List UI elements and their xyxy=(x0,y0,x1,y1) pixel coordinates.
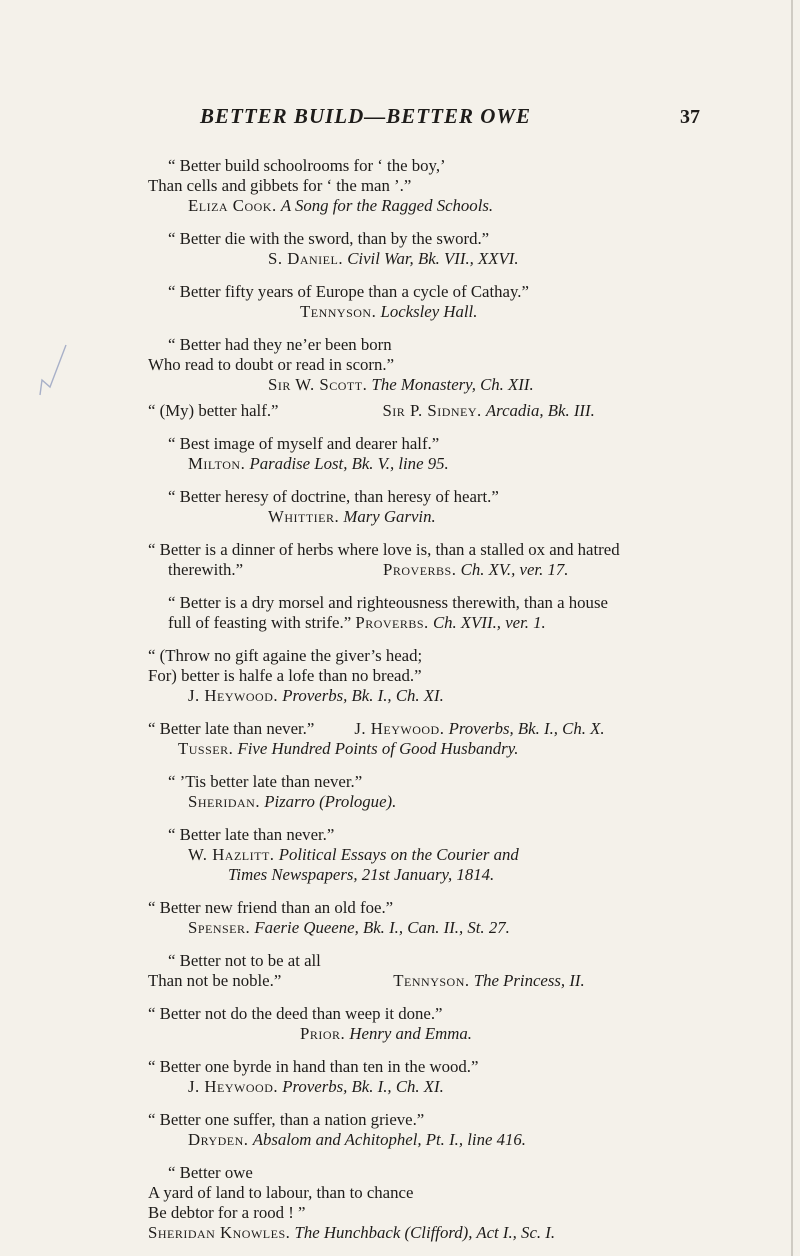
quote-text: full of feasting with strife.” xyxy=(168,613,352,632)
quote-line xyxy=(148,613,693,633)
source-author: J. Heywood. xyxy=(188,1077,279,1096)
source-work: Ch. XVII., ver. 1. xyxy=(432,613,546,632)
quotation-entry xyxy=(148,434,693,474)
quote-line: “ Better late than never.” xyxy=(168,825,335,844)
quote-line: “ Better build schoolrooms for ‘ the boy,’ xyxy=(168,156,446,175)
quote-line: Than cells and gibbets for ‘ the man ’.” xyxy=(148,176,412,195)
quotation-entry xyxy=(148,719,693,759)
source-author: Tennyson. xyxy=(300,302,377,321)
attribution xyxy=(148,454,693,474)
quotation-list xyxy=(148,156,693,1256)
source-author: J. Heywood. xyxy=(188,686,279,705)
page-number: 37 xyxy=(680,106,700,128)
source-work: Paradise Lost, Bk. V., line 95. xyxy=(249,454,449,473)
quote-line: Who read to doubt or read in scorn.” xyxy=(148,355,395,374)
quote-line xyxy=(148,560,693,580)
quote-line: “ Better new friend than an old foe.” xyxy=(148,898,394,917)
source-work: Proverbs, Bk. I., Ch. XI. xyxy=(282,686,444,705)
source-work: Proverbs, Bk. I., Ch. X. xyxy=(448,719,605,738)
attribution xyxy=(148,918,693,938)
quotation-entry xyxy=(148,335,693,395)
quote-line: “ Better heresy of doctrine, than heresy of heart.” xyxy=(168,487,499,506)
quotation-entry xyxy=(148,1163,693,1243)
quote-line: “ ’Tis better late than never.” xyxy=(168,772,363,791)
attribution xyxy=(148,507,693,527)
source-work: Times Newspapers, 21st January, 1814. xyxy=(228,865,495,884)
source-work: The Hunchback (Clifford), Act I., Sc. I. xyxy=(294,1223,556,1242)
quote-line: “ Better is a dry morsel and righteousness therewith, than a house xyxy=(168,593,608,612)
quote-line xyxy=(148,971,693,991)
attribution xyxy=(148,1077,693,1097)
source-author: Dryden. xyxy=(188,1130,249,1149)
quotation-entry xyxy=(148,401,693,421)
attribution xyxy=(148,792,693,812)
quotation-entry xyxy=(148,772,693,812)
source-work: Locksley Hall. xyxy=(380,302,478,321)
page-header xyxy=(160,104,700,136)
quote-line: “ Better not to be at all xyxy=(168,951,321,970)
source-author: Prior. xyxy=(300,1024,346,1043)
attribution xyxy=(148,1024,693,1044)
attribution xyxy=(148,1130,693,1150)
source-work: Mary Garvin. xyxy=(343,507,436,526)
source-author: Sheridan Knowles. xyxy=(148,1223,291,1242)
quote-line: “ Best image of myself and dearer half.” xyxy=(168,434,440,453)
attribution xyxy=(148,739,693,759)
quotation-entry xyxy=(148,540,693,580)
quote-text: therewith.” xyxy=(168,560,244,579)
quote-text: “ (My) better half.” xyxy=(148,401,279,420)
attribution xyxy=(148,375,693,395)
source-author: Proverbs. xyxy=(355,613,429,632)
source-author: J. Heywood. xyxy=(354,719,445,738)
source-work: The Princess, II. xyxy=(473,971,585,990)
quotation-entry xyxy=(148,229,693,269)
quote-line: “ Better one suffer, than a nation grieve.” xyxy=(148,1110,425,1129)
quote-line: “ (Throw no gift againe the giver’s head; xyxy=(148,646,423,665)
source-author: Proverbs. xyxy=(383,560,457,579)
pencil-mark-icon xyxy=(36,340,76,400)
quotation-entry xyxy=(148,487,693,527)
source-work: Five Hundred Points of Good Husbandry. xyxy=(237,739,519,758)
quote-line: “ Better fifty years of Europe than a cycle of Cathay.” xyxy=(168,282,529,301)
attribution xyxy=(148,302,693,322)
quotation-entry xyxy=(148,156,693,216)
source-work: A Song for the Ragged Schools. xyxy=(280,196,494,215)
quote-line: “ Better one byrde in hand than ten in the wood.” xyxy=(148,1057,479,1076)
quotation-entry xyxy=(148,646,693,706)
quote-line: “ Better not do the deed than weep it done.” xyxy=(148,1004,443,1023)
source-work: Henry and Emma. xyxy=(349,1024,472,1043)
source-author: S. Daniel. xyxy=(268,249,344,268)
attribution-continued xyxy=(148,865,693,885)
quotation-entry xyxy=(148,898,693,938)
source-work: Faerie Queene, Bk. I., Can. II., St. 27. xyxy=(254,918,510,937)
quotation-entry xyxy=(148,951,693,991)
quotation-entry xyxy=(148,1057,693,1097)
quotation-entry xyxy=(148,1110,693,1150)
source-author: Spenser. xyxy=(188,918,251,937)
quote-text: Than not be noble.” xyxy=(148,971,282,990)
quote-line: “ Better is a dinner of herbs where love is, than a stalled ox and hatred xyxy=(148,540,620,559)
source-work: Ch. XV., ver. 17. xyxy=(460,560,569,579)
source-author: Tennyson. xyxy=(393,971,470,990)
source-author: Milton. xyxy=(188,454,246,473)
quotation-entry xyxy=(148,1004,693,1044)
source-author: Whittier. xyxy=(268,507,340,526)
source-author: Sir P. Sidney. xyxy=(382,401,482,420)
attribution xyxy=(148,249,693,269)
source-author: Sheridan. xyxy=(188,792,261,811)
source-work: Arcadia, Bk. III. xyxy=(485,401,595,420)
source-work: The Monastery, Ch. XII. xyxy=(371,375,534,394)
attribution xyxy=(148,196,693,216)
page-edge-divider xyxy=(791,0,793,1256)
quote-line: For) better is halfe a lofe than no bread.” xyxy=(148,666,422,685)
source-author: W. Hazlitt. xyxy=(188,845,275,864)
quote-line: “ Better owe xyxy=(168,1163,253,1182)
quote-text: “ Better late than never.” xyxy=(148,719,315,738)
attribution xyxy=(148,845,693,865)
quote-line: A yard of land to labour, than to chance xyxy=(148,1183,414,1202)
quotation-entry xyxy=(148,282,693,322)
quote-line xyxy=(148,401,693,421)
attribution xyxy=(148,1223,693,1243)
source-author: Tusser. xyxy=(178,739,234,758)
attribution xyxy=(148,686,693,706)
quote-line xyxy=(148,719,693,739)
source-work: Proverbs, Bk. I., Ch. XI. xyxy=(282,1077,444,1096)
quotation-entry xyxy=(148,593,693,633)
quote-line: “ Better die with the sword, than by the sword.” xyxy=(168,229,490,248)
quote-line: Be debtor for a rood ! ” xyxy=(148,1203,306,1222)
quote-line: “ Better had they ne’er been born xyxy=(168,335,392,354)
source-work: Political Essays on the Courier and xyxy=(278,845,519,864)
source-work: Civil War, Bk. VII., XXVI. xyxy=(347,249,519,268)
source-author: Eliza Cook. xyxy=(188,196,277,215)
quotation-entry xyxy=(148,825,693,885)
source-work: Pizarro (Prologue). xyxy=(264,792,397,811)
source-work: Absalom and Achitophel, Pt. I., line 416. xyxy=(252,1130,526,1149)
running-title: BETTER BUILD—BETTER OWE xyxy=(200,104,532,128)
source-author: Sir W. Scott. xyxy=(268,375,368,394)
